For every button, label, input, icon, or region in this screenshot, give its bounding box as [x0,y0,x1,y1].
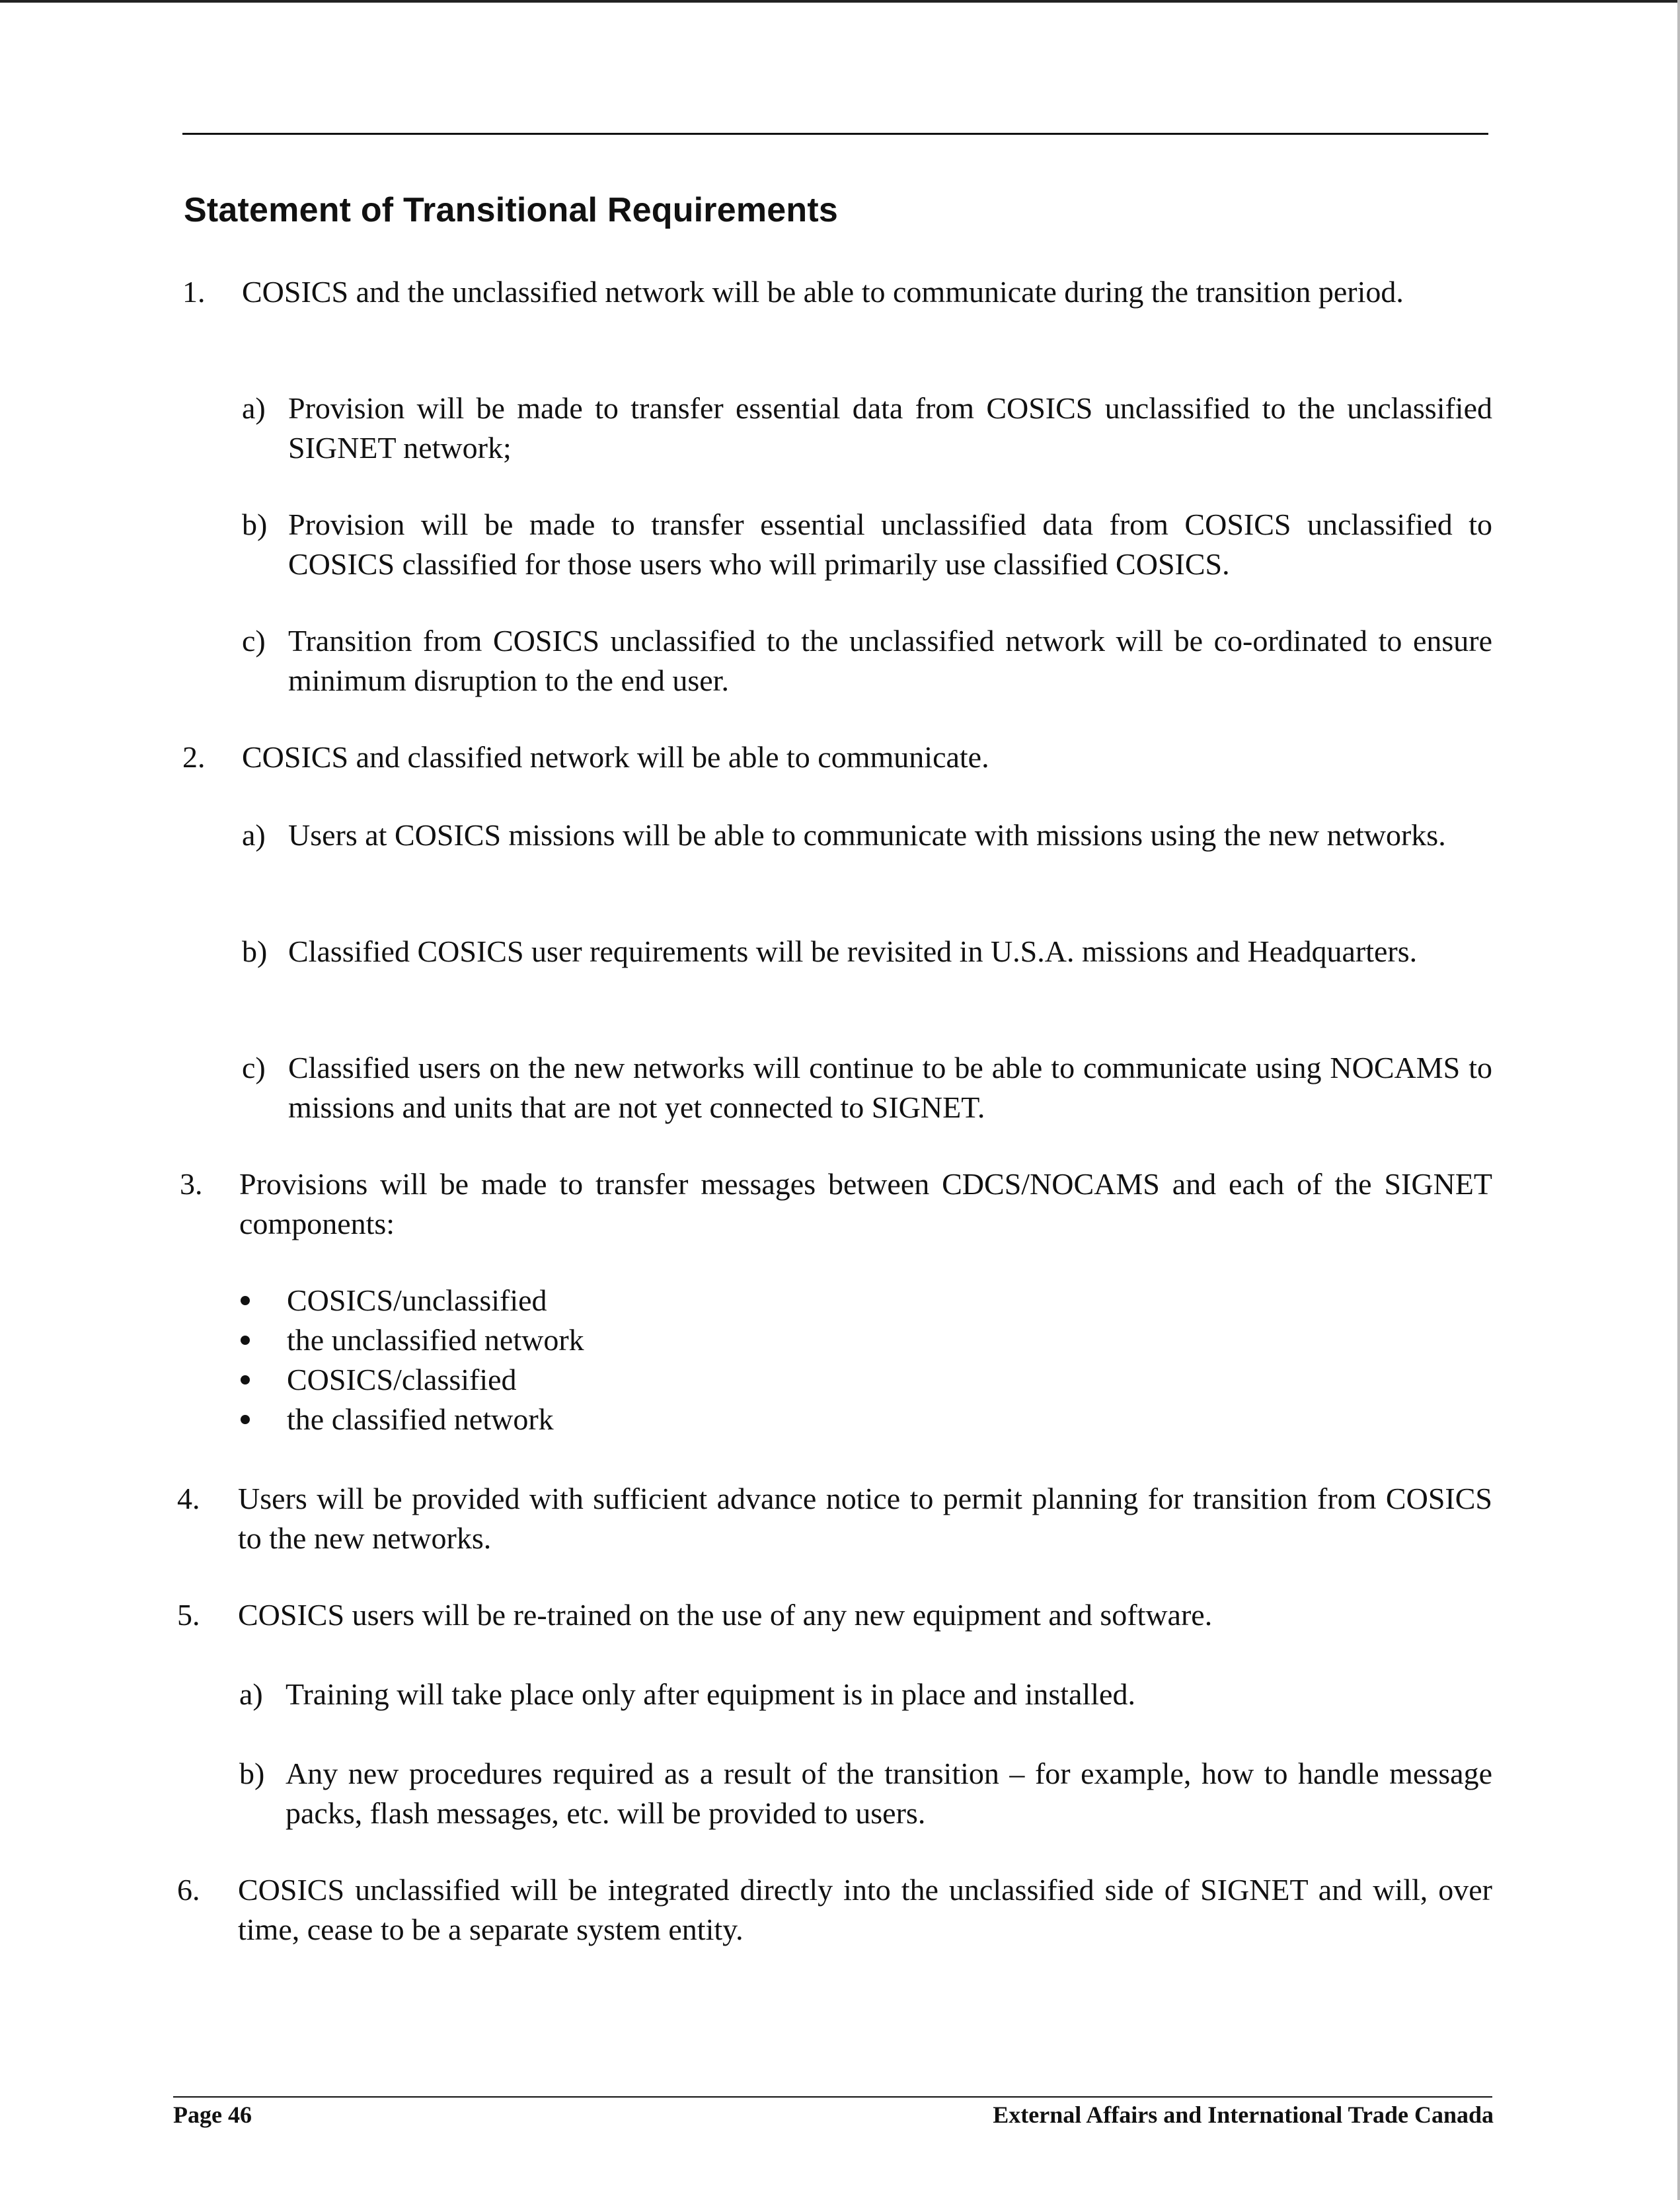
item-6-text: COSICS unclassified will be integrated directly into the unclassified side of SIGNET and will, over time, cease to be a separate system entity. [238,1873,1492,1946]
item-1a-text: Provision will be made to transfer essential data from COSICS unclassified to the unclassified SIGNET network; [288,391,1492,465]
item-1a-label: a) [242,391,266,425]
item-4-number: 4. [177,1482,200,1515]
item-6-number: 6. [177,1873,200,1907]
item-1c-text: Transition from COSICS unclassified to the unclassified network will be co-ordinated to ensure minimum disruption to the end user. [288,624,1492,697]
item-5b-text: Any new procedures required as a result of the transition – for example, how to handle message packs, flash messages, etc. will be provided to users. [286,1757,1492,1830]
bullet-item: the unclassified network [237,1320,584,1360]
footer-organization: External Affairs and International Trade Canada [993,2102,1494,2128]
item-5-text: COSICS users will be re-trained on the use of any new equipment and software. [238,1598,1213,1632]
item-5a-text: Training will take place only after equipment is in place and installed. [286,1677,1135,1711]
item-4-text: Users will be provided with sufficient advance notice to permit planning for transition from COSICS to the new networks. [238,1482,1492,1555]
bullet-item: COSICS/unclassified [237,1281,584,1320]
item-2-text: COSICS and classified network will be able to communicate. [242,740,989,774]
item-1-text: COSICS and the unclassified network will be able to communicate during the transition period. [242,275,1404,309]
scan-edge-top [0,0,1680,3]
item-2b-text: Classified COSICS user requirements will be revisited in U.S.A. missions and Headquarters. [288,934,1418,968]
header-rule [182,133,1488,135]
item-2b-label: b) [242,934,268,968]
item-2-number: 2. [182,740,206,774]
bullet-item: the classified network [237,1400,584,1439]
item-1b-label: b) [242,508,268,541]
item-3-number: 3. [180,1167,203,1201]
item-5b-label: b) [239,1757,265,1790]
page-number: Page 46 [173,2102,252,2128]
item-5a-label: a) [239,1677,263,1711]
item-2a-label: a) [242,818,266,852]
item-2c-label: c) [242,1051,266,1084]
bullet-item: COSICS/classified [237,1360,584,1400]
item-2a-text: Users at COSICS missions will be able to communicate with missions using the new networks. [288,818,1446,852]
item-1b-text: Provision will be made to transfer essential unclassified data from COSICS unclassified to COSICS classified for those users who will primarily use classified COSICS. [288,508,1492,581]
item-3-text: Provisions will be made to transfer messages between CDCS/NOCAMS and each of the SIGNET components: [239,1167,1492,1240]
item-1c-label: c) [242,624,266,658]
item-5-number: 5. [177,1598,200,1632]
item-2c-text: Classified users on the new networks will continue to be able to communicate using NOCAMS to missions and units that are not yet connected to SIGNET. [288,1051,1492,1124]
scan-edge-right [1677,0,1680,2200]
item-1-number: 1. [182,275,206,309]
item-3-bullet-list [237,1281,584,1439]
section-heading: Statement of Transitional Requirements [184,191,839,229]
footer-rule [173,2096,1492,2098]
